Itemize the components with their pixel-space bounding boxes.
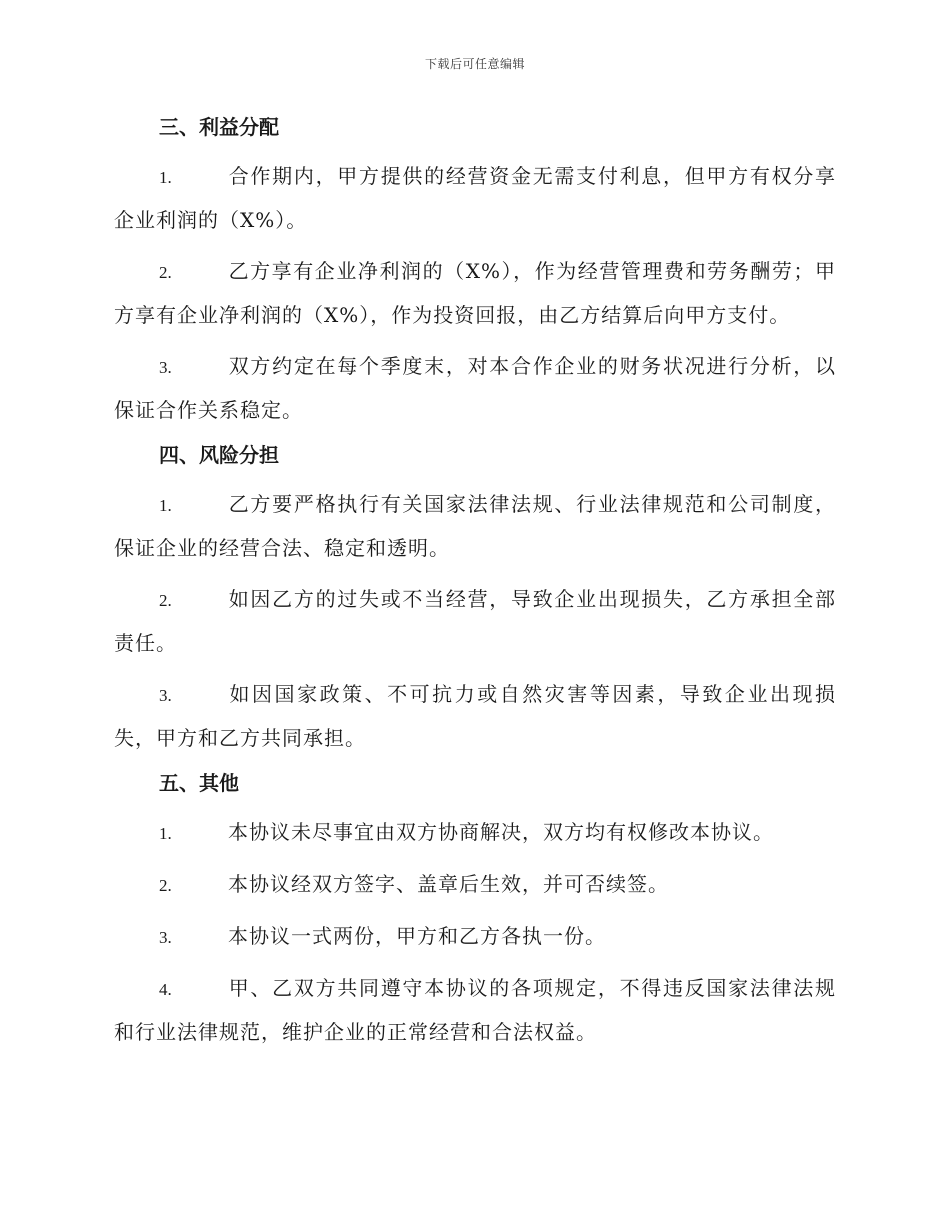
clause-paragraph: [114, 155, 836, 242]
clause-number: 1.: [159, 168, 172, 187]
clause-paragraph: [114, 250, 836, 337]
clause-text: 本协议未尽事宜由双方协商解决，双方均有权修改本协议。: [228, 820, 774, 844]
clause-number: 3.: [159, 928, 172, 947]
section-heading-risk-sharing: 四、风险分担: [159, 443, 279, 467]
clause-paragraph: [114, 967, 836, 1054]
section-heading-other: 五、其他: [159, 771, 239, 795]
clause-text: 本协议经双方签字、盖章后生效，并可否续签。: [228, 872, 669, 896]
clause-number: 4.: [159, 980, 172, 999]
clause-number: 1.: [159, 496, 172, 515]
clause-number: 3.: [159, 358, 172, 377]
clause-text: 合作期内，甲方提供的经营资金无需支付利息，但甲方有权分享企业利润的（X%）。: [114, 164, 836, 232]
clause-number: 2.: [159, 876, 172, 895]
clause-paragraph: [114, 345, 836, 432]
page-header: 下载后可任意编辑: [424, 57, 525, 71]
clause-text: 如因乙方的过失或不当经营，导致企业出现损失，乙方承担全部责任。: [114, 587, 836, 655]
clause-paragraph: [114, 915, 836, 959]
clause-text: 如因国家政策、不可抗力或自然灾害等因素，导致企业出现损失，甲方和乙方共同承担。: [114, 682, 836, 750]
clause-text: 乙方要严格执行有关国家法律法规、行业法律规范和公司制度，保证企业的经营合法、稳定和透明。: [114, 492, 836, 560]
clause-text: 本协议一式两份，甲方和乙方各执一份。: [228, 924, 606, 948]
clause-number: 3.: [159, 686, 172, 705]
clause-paragraph: [114, 811, 836, 855]
clause-paragraph: [114, 578, 836, 665]
clause-number: 2.: [159, 263, 172, 282]
document-body: [114, 112, 836, 1062]
clause-text: 双方约定在每个季度末，对本合作企业的财务状况进行分析，以保证合作关系稳定。: [114, 354, 836, 422]
clause-text: 甲、乙双方共同遵守本协议的各项规定，不得违反国家法律法规和行业法律规范，维护企业的正常经营和合法权益。: [114, 976, 836, 1044]
clause-number: 1.: [159, 824, 172, 843]
clause-paragraph: [114, 863, 836, 907]
clause-paragraph: [114, 483, 836, 570]
section-heading-profit-distribution: 三、利益分配: [159, 115, 279, 139]
clause-number: 2.: [159, 591, 172, 610]
clause-text: 乙方享有企业净利润的（X%），作为经营管理费和劳务酬劳；甲方享有企业净利润的（X%），作为投资回报，由乙方结算后向甲方支付。: [114, 259, 836, 327]
clause-paragraph: [114, 673, 836, 760]
